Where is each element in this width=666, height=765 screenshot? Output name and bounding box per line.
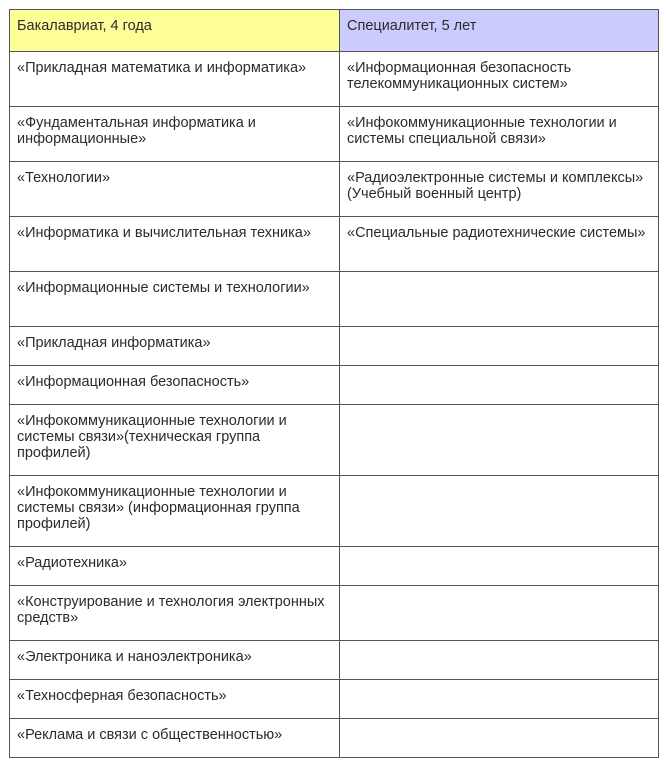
bachelor-cell xyxy=(10,327,340,366)
table-row xyxy=(10,719,659,758)
bachelor-program: «Информационные системы и технологии» xyxy=(17,280,310,296)
specialist-cell xyxy=(340,476,659,547)
table-row xyxy=(10,272,659,327)
table-row xyxy=(10,547,659,586)
specialist-cell xyxy=(340,586,659,641)
bachelor-cell xyxy=(10,547,340,586)
programs-table xyxy=(9,9,659,758)
bachelor-program: «Инфокоммуникационные технологии и системы связи» (информационная группа профилей) xyxy=(17,484,300,532)
bachelor-cell xyxy=(10,680,340,719)
table-header-row xyxy=(10,10,659,52)
bachelor-program: «Электроника и наноэлектроника» xyxy=(17,649,252,665)
bachelor-program: «Прикладная информатика» xyxy=(17,335,211,351)
specialist-cell xyxy=(340,327,659,366)
bachelor-cell xyxy=(10,405,340,476)
bachelor-cell xyxy=(10,217,340,272)
header-specialist: Специалитет, 5 лет xyxy=(340,10,659,52)
specialist-program: «Информационная безопасность телекоммуникационных систем» xyxy=(347,60,572,92)
bachelor-program: «Информатика и вычислительная техника» xyxy=(17,225,311,241)
bachelor-cell xyxy=(10,641,340,680)
specialist-program: «Специальные радиотехнические системы» xyxy=(347,225,646,241)
bachelor-cell xyxy=(10,272,340,327)
specialist-cell xyxy=(340,405,659,476)
specialist-program: «Инфокоммуникационные технологии и системы специальной связи» xyxy=(347,115,617,147)
bachelor-program: «Инфокоммуникационные технологии и системы связи»(техническая группа профилей) xyxy=(17,413,287,461)
table-row xyxy=(10,586,659,641)
table-row xyxy=(10,217,659,272)
table-row xyxy=(10,405,659,476)
table-row xyxy=(10,641,659,680)
table-row xyxy=(10,366,659,405)
table-row xyxy=(10,52,659,107)
specialist-cell xyxy=(340,217,659,272)
bachelor-cell xyxy=(10,162,340,217)
bachelor-cell xyxy=(10,719,340,758)
specialist-cell xyxy=(340,719,659,758)
bachelor-program: «Прикладная математика и информатика» xyxy=(17,60,307,76)
bachelor-program: «Радиотехника» xyxy=(17,555,127,571)
bachelor-cell xyxy=(10,52,340,107)
bachelor-program: «Техносферная безопасность» xyxy=(17,688,227,704)
specialist-cell xyxy=(340,162,659,217)
specialist-program: «Радиоэлектронные системы и комплексы» (Учебный военный центр) xyxy=(347,170,644,202)
table-row xyxy=(10,680,659,719)
bachelor-cell xyxy=(10,476,340,547)
specialist-cell xyxy=(340,641,659,680)
bachelor-program: «Информационная безопасность» xyxy=(17,374,250,390)
specialist-cell xyxy=(340,107,659,162)
table-row xyxy=(10,476,659,547)
table-row xyxy=(10,162,659,217)
table-row xyxy=(10,327,659,366)
bachelor-cell xyxy=(10,586,340,641)
bachelor-program: «Конструирование и технология электронных средств» xyxy=(17,594,325,626)
specialist-cell xyxy=(340,680,659,719)
bachelor-cell xyxy=(10,107,340,162)
table-row xyxy=(10,107,659,162)
bachelor-program: «Фундаментальная информатика и информационные» xyxy=(17,115,256,147)
bachelor-cell xyxy=(10,366,340,405)
specialist-cell xyxy=(340,52,659,107)
specialist-cell xyxy=(340,272,659,327)
header-bachelor: Бакалавриат, 4 года xyxy=(10,10,340,52)
bachelor-program: «Реклама и связи с общественностью» xyxy=(17,727,283,743)
specialist-cell xyxy=(340,547,659,586)
bachelor-program: «Технологии» xyxy=(17,170,111,186)
specialist-cell xyxy=(340,366,659,405)
